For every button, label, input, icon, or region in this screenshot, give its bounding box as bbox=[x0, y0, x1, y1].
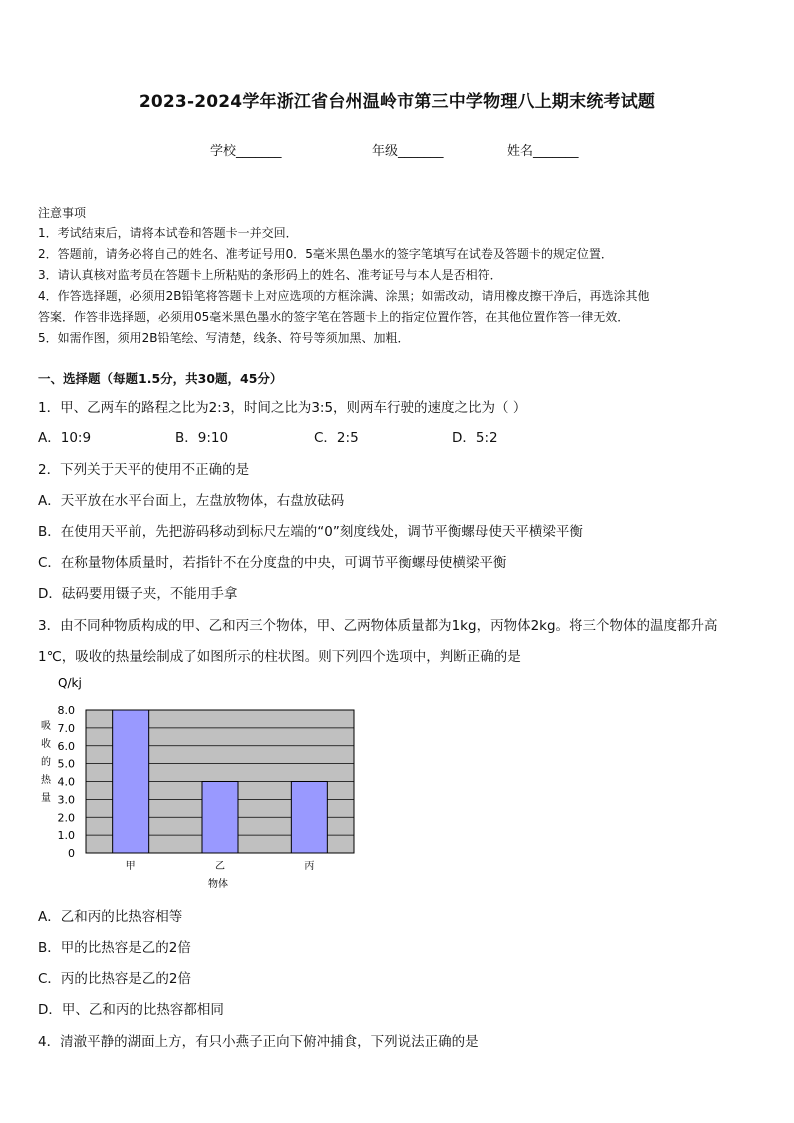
question-2-stem: 2．下列关于天平的使用不正确的是 bbox=[38, 462, 250, 478]
section-heading: 一、选择题（每题1.5分，共30题，45分） bbox=[38, 371, 283, 386]
question-3-stem: 3．由不同种物质构成的甲、乙和丙三个物体，甲、乙两物体质量都为1kg，丙物体2kg。将三个物体的温度都升高 bbox=[38, 618, 718, 634]
heat-bar-chart bbox=[0, 665, 400, 895]
grade-field: 年级_______ bbox=[372, 144, 444, 159]
x-tick-label: 丙 bbox=[304, 861, 315, 872]
y-tick-label: 6.0 bbox=[57, 739, 75, 753]
y-axis-label-char: 量 bbox=[41, 793, 51, 804]
q1-option-c: C．2:5 bbox=[314, 430, 359, 446]
question-1-stem: 1．甲、乙两车的路程之比为2:3，时间之比为3:5，则两车行驶的速度之比为（ ） bbox=[38, 400, 527, 416]
q2-option-b: B．在使用天平前，先把游码移动到标尺左端的“0”刻度线处，调节平衡螺母使天平横梁平衡 bbox=[38, 524, 583, 540]
q3-option-b: B．甲的比热容是乙的2倍 bbox=[38, 940, 191, 956]
y-tick-label: 5.0 bbox=[57, 757, 75, 771]
y-axis-label-char: 吸 bbox=[41, 721, 51, 732]
bar-1 bbox=[113, 710, 149, 853]
y-axis-label-char: 热 bbox=[41, 775, 51, 786]
x-tick-label: 甲 bbox=[125, 861, 136, 872]
q1-option-d: D．5:2 bbox=[452, 430, 498, 446]
q1-option-b: B．9:10 bbox=[175, 430, 229, 446]
q2-option-a: A．天平放在水平台面上，左盘放物体，右盘放砝码 bbox=[38, 493, 345, 509]
y-tick-label: 4.0 bbox=[57, 775, 75, 789]
notice-heading: 注意事项 bbox=[38, 206, 87, 220]
question-4-stem: 4．清澈平静的湖面上方，有只小燕子正向下俯冲捕食，下列说法正确的是 bbox=[38, 1034, 479, 1050]
notice-item: 1．考试结束后，请将本试卷和答题卡一并交回． bbox=[38, 226, 298, 240]
question-3-stem-cont: 1℃，吸收的热量绘制成了如图所示的柱状图。则下列四个选项中，判断正确的是 bbox=[38, 649, 521, 665]
y-tick-label: 8.0 bbox=[57, 704, 75, 717]
y-axis-label-char: 的 bbox=[41, 757, 51, 768]
q3-option-a: A．乙和丙的比热容相等 bbox=[38, 909, 183, 925]
y-axis-label-char: 收 bbox=[41, 739, 51, 750]
school-field: 学校_______ bbox=[210, 144, 282, 159]
q3-option-c: C．丙的比热容是乙的2倍 bbox=[38, 971, 192, 987]
y-tick-label: 7.0 bbox=[57, 721, 75, 735]
y-tick-label: 1.0 bbox=[57, 829, 75, 843]
notice-item: 4．作答选择题，必须用2B铅笔将答题卡上对应选项的方框涂满、涂黑；如需改动，请用橡皮擦干净后，再选涂其他 bbox=[38, 289, 650, 303]
notice-item: 2．答题前，请务必将自己的姓名、准考证号用0．5毫米黑色墨水的签字笔填写在试卷及答题卡的规定位置． bbox=[38, 247, 613, 261]
x-axis-label: 物体 bbox=[208, 879, 228, 890]
q3-option-d: D．甲、乙和丙的比热容都相同 bbox=[38, 1002, 224, 1018]
notice-item: 答案．作答非选择题，必须用05毫米黑色墨水的签字笔在答题卡上的指定位置作答，在其他位置作答一律无效． bbox=[38, 310, 630, 324]
q2-option-c: C．在称量物体质量时，若指针不在分度盘的中央，可调节平衡螺母使横梁平衡 bbox=[38, 555, 507, 571]
y-tick-label: 2.0 bbox=[57, 811, 75, 825]
bar-3 bbox=[291, 782, 327, 854]
name-field: 姓名_______ bbox=[507, 144, 579, 159]
q1-option-a: A．10:9 bbox=[38, 430, 92, 446]
y-tick-label: 3.0 bbox=[57, 793, 75, 807]
y-unit-label: Q/kj bbox=[58, 676, 82, 690]
y-tick-label: 0 bbox=[68, 847, 75, 860]
page-title: 2023-2024学年浙江省台州温岭市第三中学物理八上期末统考试题 bbox=[138, 92, 656, 112]
notice-item: 3．请认真核对监考员在答题卡上所粘贴的条形码上的姓名、准考证号与本人是否相符． bbox=[38, 268, 502, 282]
bar-2 bbox=[202, 782, 238, 854]
x-tick-label: 乙 bbox=[215, 861, 225, 872]
notice-item: 5．如需作图，须用2B铅笔绘、写清楚，线条、符号等须加黑、加粗． bbox=[38, 331, 410, 345]
q2-option-d: D．砝码要用镊子夹，不能用手拿 bbox=[38, 586, 238, 602]
